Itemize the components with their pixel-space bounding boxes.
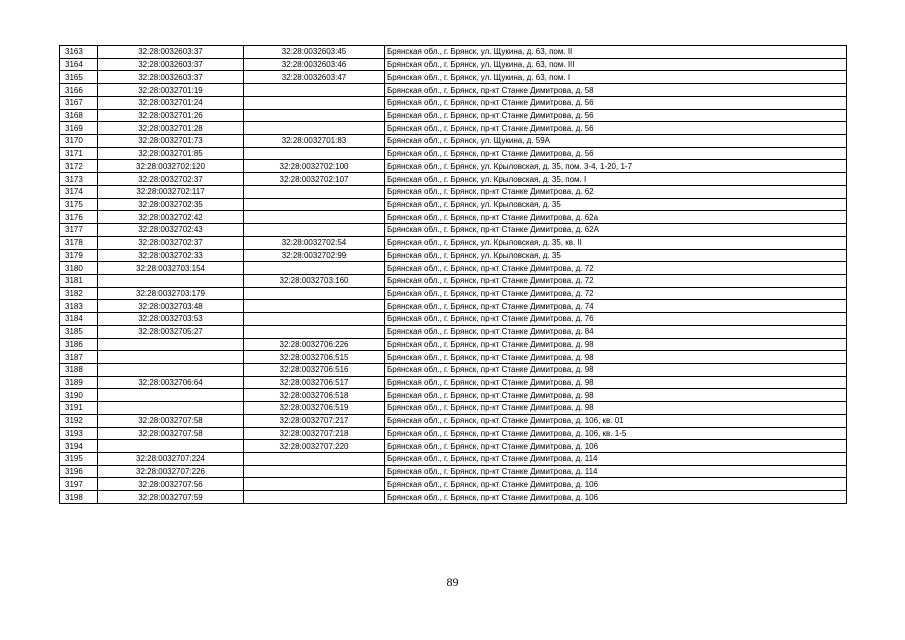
cadastral-number-cell: 32:28:0032705:27: [98, 325, 244, 338]
premises-cadastral-number-cell: 32:28:0032706:517: [244, 376, 385, 389]
row-number-cell: 3175: [60, 198, 98, 211]
cadastral-number-cell: 32:28:0032703:53: [98, 313, 244, 326]
row-number-cell: 3194: [60, 440, 98, 453]
row-number-cell: 3183: [60, 300, 98, 313]
premises-cadastral-number-cell: 32:28:0032603:47: [244, 71, 385, 84]
premises-cadastral-number-cell: 32:28:0032702:54: [244, 236, 385, 249]
address-cell: Брянская обл., г. Брянск, пр-кт Станке Димитрова, д. 98: [385, 402, 847, 415]
table-row: [60, 440, 847, 453]
address-cell: Брянская обл., г. Брянск, пр-кт Станке Димитрова, д. 106: [385, 478, 847, 491]
cadastral-number-cell: 32:28:0032603:37: [98, 71, 244, 84]
cadastral-number-cell: [98, 274, 244, 287]
table-row: [60, 71, 847, 84]
row-number-cell: 3193: [60, 427, 98, 440]
cadastral-number-cell: 32:28:0032707:59: [98, 491, 244, 504]
cadastral-number-cell: 32:28:0032703:179: [98, 287, 244, 300]
premises-cadastral-number-cell: [244, 84, 385, 97]
premises-cadastral-number-cell: 32:28:0032707:218: [244, 427, 385, 440]
address-cell: Брянская обл., г. Брянск, ул. Крыловская, д. 35: [385, 198, 847, 211]
address-cell: Брянская обл., г. Брянск, пр-кт Станке Димитрова, д. 98: [385, 376, 847, 389]
address-cell: Брянская обл., г. Брянск, ул. Щукина, д. 63, пом. III: [385, 58, 847, 71]
table-row: [60, 236, 847, 249]
row-number-cell: 3195: [60, 453, 98, 466]
premises-cadastral-number-cell: 32:28:0032706:518: [244, 389, 385, 402]
row-number-cell: 3198: [60, 491, 98, 504]
address-cell: Брянская обл., г. Брянск, пр-кт Станке Димитрова, д. 72: [385, 287, 847, 300]
premises-cadastral-number-cell: [244, 96, 385, 109]
premises-cadastral-number-cell: [244, 122, 385, 135]
address-cell: Брянская обл., г. Брянск, пр-кт Станке Димитрова, д. 106: [385, 491, 847, 504]
table-row: [60, 402, 847, 415]
table-row: [60, 376, 847, 389]
cadastral-number-cell: 32:28:0032702:35: [98, 198, 244, 211]
premises-cadastral-number-cell: 32:28:0032603:46: [244, 58, 385, 71]
premises-cadastral-number-cell: 32:28:0032706:226: [244, 338, 385, 351]
address-cell: Брянская обл., г. Брянск, пр-кт Станке Димитрова, д. 114: [385, 465, 847, 478]
cadastral-number-cell: 32:28:0032702:33: [98, 249, 244, 262]
table-row: [60, 465, 847, 478]
table-row: [60, 198, 847, 211]
row-number-cell: 3185: [60, 325, 98, 338]
address-cell: Брянская обл., г. Брянск, пр-кт Станке Димитрова, д. 72: [385, 274, 847, 287]
cadastral-number-cell: [98, 389, 244, 402]
address-cell: Брянская обл., г. Брянск, пр-кт Станке Димитрова, д. 58: [385, 84, 847, 97]
table-row: [60, 351, 847, 364]
row-number-cell: 3192: [60, 414, 98, 427]
table-row: [60, 46, 847, 59]
cadastral-number-cell: 32:28:0032702:117: [98, 185, 244, 198]
cadastral-number-cell: 32:28:0032701:73: [98, 135, 244, 148]
cadastral-number-cell: 32:28:0032707:58: [98, 427, 244, 440]
row-number-cell: 3196: [60, 465, 98, 478]
row-number-cell: 3167: [60, 96, 98, 109]
cadastral-number-cell: 32:28:0032702:42: [98, 211, 244, 224]
row-number-cell: 3186: [60, 338, 98, 351]
row-number-cell: 3184: [60, 313, 98, 326]
row-number-cell: 3182: [60, 287, 98, 300]
table-row: [60, 224, 847, 237]
address-cell: Брянская обл., г. Брянск, пр-кт Станке Димитрова, д. 84: [385, 325, 847, 338]
row-number-cell: 3173: [60, 173, 98, 186]
address-cell: Брянская обл., г. Брянск, пр-кт Станке Димитрова, д. 56: [385, 96, 847, 109]
table-row: [60, 185, 847, 198]
table-row: [60, 491, 847, 504]
row-number-cell: 3169: [60, 122, 98, 135]
address-cell: Брянская обл., г. Брянск, пр-кт Станке Димитрова, д. 62: [385, 185, 847, 198]
cadastral-number-cell: 32:28:0032701:19: [98, 84, 244, 97]
table-row: [60, 478, 847, 491]
address-cell: Брянская обл., г. Брянск, пр-кт Станке Димитрова, д. 106, кв. 01: [385, 414, 847, 427]
premises-cadastral-number-cell: 32:28:0032706:516: [244, 363, 385, 376]
address-cell: Брянская обл., г. Брянск, пр-кт Станке Димитрова, д. 62А: [385, 224, 847, 237]
premises-cadastral-number-cell: 32:28:0032603:45: [244, 46, 385, 59]
cadastral-number-cell: [98, 338, 244, 351]
row-number-cell: 3181: [60, 274, 98, 287]
registry-table-body: [60, 46, 847, 504]
premises-cadastral-number-cell: [244, 198, 385, 211]
table-row: [60, 338, 847, 351]
row-number-cell: 3187: [60, 351, 98, 364]
table-row: [60, 414, 847, 427]
premises-cadastral-number-cell: [244, 147, 385, 160]
cadastral-number-cell: 32:28:0032603:37: [98, 46, 244, 59]
premises-cadastral-number-cell: [244, 313, 385, 326]
premises-cadastral-number-cell: [244, 185, 385, 198]
cadastral-number-cell: 32:28:0032702:37: [98, 236, 244, 249]
cadastral-number-cell: 32:28:0032703:154: [98, 262, 244, 275]
table-row: [60, 147, 847, 160]
cadastral-number-cell: 32:28:0032702:43: [98, 224, 244, 237]
table-row: [60, 249, 847, 262]
row-number-cell: 3171: [60, 147, 98, 160]
address-cell: Брянская обл., г. Брянск, пр-кт Станке Димитрова, д. 76: [385, 313, 847, 326]
row-number-cell: 3190: [60, 389, 98, 402]
cadastral-number-cell: 32:28:0032707:224: [98, 453, 244, 466]
row-number-cell: 3180: [60, 262, 98, 275]
row-number-cell: 3179: [60, 249, 98, 262]
row-number-cell: 3177: [60, 224, 98, 237]
premises-cadastral-number-cell: 32:28:0032706:515: [244, 351, 385, 364]
premises-cadastral-number-cell: 32:28:0032702:100: [244, 160, 385, 173]
row-number-cell: 3172: [60, 160, 98, 173]
cadastral-number-cell: [98, 402, 244, 415]
row-number-cell: 3170: [60, 135, 98, 148]
premises-cadastral-number-cell: [244, 109, 385, 122]
premises-cadastral-number-cell: [244, 224, 385, 237]
premises-cadastral-number-cell: 32:28:0032706:519: [244, 402, 385, 415]
premises-cadastral-number-cell: 32:28:0032702:107: [244, 173, 385, 186]
table-row: [60, 287, 847, 300]
table-row: [60, 160, 847, 173]
row-number-cell: 3188: [60, 363, 98, 376]
row-number-cell: 3189: [60, 376, 98, 389]
address-cell: Брянская обл., г. Брянск, пр-кт Станке Димитрова, д. 72: [385, 262, 847, 275]
table-row: [60, 274, 847, 287]
premises-cadastral-number-cell: 32:28:0032703:160: [244, 274, 385, 287]
premises-cadastral-number-cell: 32:28:0032707:217: [244, 414, 385, 427]
row-number-cell: 3164: [60, 58, 98, 71]
address-cell: Брянская обл., г. Брянск, пр-кт Станке Димитрова, д. 106: [385, 440, 847, 453]
table-row: [60, 389, 847, 402]
cadastral-number-cell: 32:28:0032707:226: [98, 465, 244, 478]
page-number: 89: [446, 575, 459, 589]
premises-cadastral-number-cell: [244, 211, 385, 224]
address-cell: Брянская обл., г. Брянск, ул. Крыловская, д. 35, кв. II: [385, 236, 847, 249]
address-cell: Брянская обл., г. Брянск, пр-кт Станке Димитрова, д. 56: [385, 122, 847, 135]
row-number-cell: 3197: [60, 478, 98, 491]
table-row: [60, 325, 847, 338]
cadastral-number-cell: 32:28:0032701:24: [98, 96, 244, 109]
cadastral-number-cell: [98, 363, 244, 376]
cadastral-number-cell: 32:28:0032702:120: [98, 160, 244, 173]
address-cell: Брянская обл., г. Брянск, пр-кт Станке Димитрова, д. 106, кв. 1-5: [385, 427, 847, 440]
row-number-cell: 3168: [60, 109, 98, 122]
address-cell: Брянская обл., г. Брянск, пр-кт Станке Димитрова, д. 56: [385, 147, 847, 160]
row-number-cell: 3174: [60, 185, 98, 198]
premises-cadastral-number-cell: [244, 491, 385, 504]
address-cell: Брянская обл., г. Брянск, ул. Щукина, д. 63, пом. I: [385, 71, 847, 84]
table-row: [60, 211, 847, 224]
table-row: [60, 84, 847, 97]
address-cell: Брянская обл., г. Брянск, пр-кт Станке Димитрова, д. 114: [385, 453, 847, 466]
table-row: [60, 262, 847, 275]
cadastral-number-cell: 32:28:0032701:26: [98, 109, 244, 122]
cadastral-number-cell: 32:28:0032701:85: [98, 147, 244, 160]
address-cell: Брянская обл., г. Брянск, пр-кт Станке Димитрова, д. 98: [385, 338, 847, 351]
cadastral-number-cell: [98, 351, 244, 364]
table-row: [60, 173, 847, 186]
premises-cadastral-number-cell: [244, 287, 385, 300]
row-number-cell: 3176: [60, 211, 98, 224]
cadastral-number-cell: 32:28:0032603:37: [98, 58, 244, 71]
row-number-cell: 3165: [60, 71, 98, 84]
address-cell: Брянская обл., г. Брянск, пр-кт Станке Димитрова, д. 98: [385, 389, 847, 402]
cadastral-number-cell: 32:28:0032701:28: [98, 122, 244, 135]
address-cell: Брянская обл., г. Брянск, ул. Щукина, д. 59А: [385, 135, 847, 148]
premises-cadastral-number-cell: 32:28:0032707:220: [244, 440, 385, 453]
premises-cadastral-number-cell: 32:28:0032702:99: [244, 249, 385, 262]
cadastral-number-cell: 32:28:0032707:56: [98, 478, 244, 491]
table-row: [60, 313, 847, 326]
cadastral-number-cell: 32:28:0032707:58: [98, 414, 244, 427]
row-number-cell: 3178: [60, 236, 98, 249]
address-cell: Брянская обл., г. Брянск, пр-кт Станке Димитрова, д. 74: [385, 300, 847, 313]
table-row: [60, 363, 847, 376]
registry-table: [59, 45, 847, 504]
cadastral-number-cell: [98, 440, 244, 453]
premises-cadastral-number-cell: [244, 453, 385, 466]
table-row: [60, 109, 847, 122]
address-cell: Брянская обл., г. Брянск, пр-кт Станке Димитрова, д. 98: [385, 351, 847, 364]
cadastral-number-cell: 32:28:0032702:37: [98, 173, 244, 186]
table-row: [60, 427, 847, 440]
premises-cadastral-number-cell: [244, 465, 385, 478]
table-row: [60, 453, 847, 466]
premises-cadastral-number-cell: [244, 262, 385, 275]
premises-cadastral-number-cell: 32:28:0032701:83: [244, 135, 385, 148]
row-number-cell: 3163: [60, 46, 98, 59]
address-cell: Брянская обл., г. Брянск, ул. Щукина, д. 63, пом. II: [385, 46, 847, 59]
address-cell: Брянская обл., г. Брянск, пр-кт Станке Димитрова, д. 62а: [385, 211, 847, 224]
row-number-cell: 3191: [60, 402, 98, 415]
cadastral-number-cell: 32:28:0032706:64: [98, 376, 244, 389]
address-cell: Брянская обл., г. Брянск, ул. Крыловская, д. 35: [385, 249, 847, 262]
address-cell: Брянская обл., г. Брянск, пр-кт Станке Димитрова, д. 56: [385, 109, 847, 122]
address-cell: Брянская обл., г. Брянск, пр-кт Станке Димитрова, д. 98: [385, 363, 847, 376]
cadastral-number-cell: 32:28:0032703:48: [98, 300, 244, 313]
premises-cadastral-number-cell: [244, 325, 385, 338]
table-row: [60, 135, 847, 148]
table-row: [60, 96, 847, 109]
premises-cadastral-number-cell: [244, 300, 385, 313]
row-number-cell: 3166: [60, 84, 98, 97]
address-cell: Брянская обл., г. Брянск, ул. Крыловская, д. 35, пом. I: [385, 173, 847, 186]
table-row: [60, 122, 847, 135]
table-row: [60, 58, 847, 71]
address-cell: Брянская обл., г. Брянск, ул. Крыловская, д. 35, пом. 3-4, 1-20, 1-7: [385, 160, 847, 173]
table-row: [60, 300, 847, 313]
premises-cadastral-number-cell: [244, 478, 385, 491]
